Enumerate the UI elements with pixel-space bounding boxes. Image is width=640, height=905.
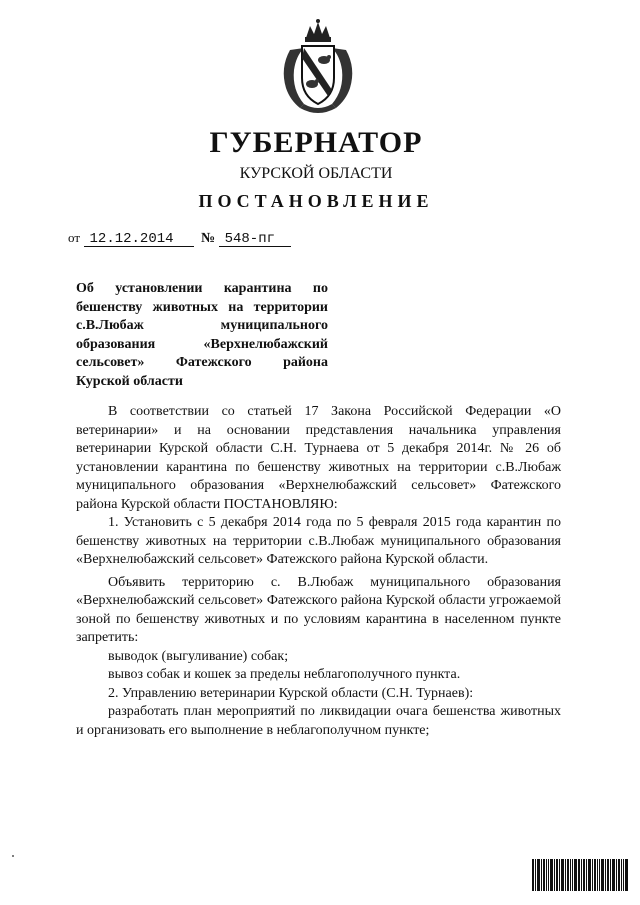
paragraph-item-1: 1. Установить с 5 декабря 2014 года по 5 февраля 2015 года карантин по бешенству животных на территории с.В.Любаж муниципального образования «Верхнелюбажский сельсовет» Фатежского района Курской области. xyxy=(76,515,561,567)
document-date-number-line xyxy=(68,230,291,247)
heading-line: образования «Верхнелюбажский xyxy=(76,336,328,352)
scan-dot xyxy=(12,855,14,857)
document-subtitle: КУРСКОЙ ОБЛАСТИ xyxy=(239,165,393,182)
heading-line: Курской области xyxy=(76,373,183,389)
document-number: 548-пг xyxy=(219,232,291,247)
paragraph-preamble: В соответствии со статьей 17 Закона Российской Федерации «О ветеринарии» и на основании представления начальника управления ветеринарии Курской области С.Н. Турнаева от 5 декабря 2014г. № 26 об установлении карантина по бешенству животных на территории с.В.Любаж муниципального образования «Верхнелюбажский сельсовет» Фатежского района Курской области ПОСТАНОВЛЯЮ: xyxy=(76,404,561,512)
heading-line: с.В.Любаж муниципального xyxy=(76,318,328,333)
paragraph-item-2: 2. Управлению ветеринарии Курской области (С.Н. Турнаев): xyxy=(108,685,474,701)
document-date: 12.12.2014 xyxy=(84,232,194,247)
number-label: № xyxy=(201,231,216,246)
document-title: ГУБЕРНАТОР xyxy=(209,126,423,159)
heading-line: сельсовет» Фатежского района xyxy=(76,355,328,370)
barcode-icon xyxy=(532,859,628,891)
date-label: от xyxy=(68,230,81,245)
paragraph-item-2-task: разработать план мероприятий по ликвидации очага бешенства животных и организовать его выполнение в неблагополучном пункте; xyxy=(76,704,561,738)
paragraph-declaration: Объявить территорию с. В.Любаж муниципального образования «Верхнелюбажский сельсовет» Фатежского района Курской области угрожаемой зоной по бешенству животных и по условиям карантина в населенном пункте запретить: xyxy=(76,574,561,645)
paragraph-ban-1: выводок (выгуливание) собак; xyxy=(108,648,289,664)
heading-line: бешенству животных на территории xyxy=(76,299,328,315)
kursk-coat-of-arms-icon xyxy=(270,18,366,118)
paragraph-ban-2: вывоз собак и кошек за пределы неблагополучного пункта. xyxy=(108,667,461,682)
document-type: ПОСТАНОВЛЕНИЕ xyxy=(198,191,434,211)
document-heading xyxy=(76,280,328,391)
document-body xyxy=(76,403,561,740)
heading-line: Об установлении карантина по xyxy=(76,281,328,296)
